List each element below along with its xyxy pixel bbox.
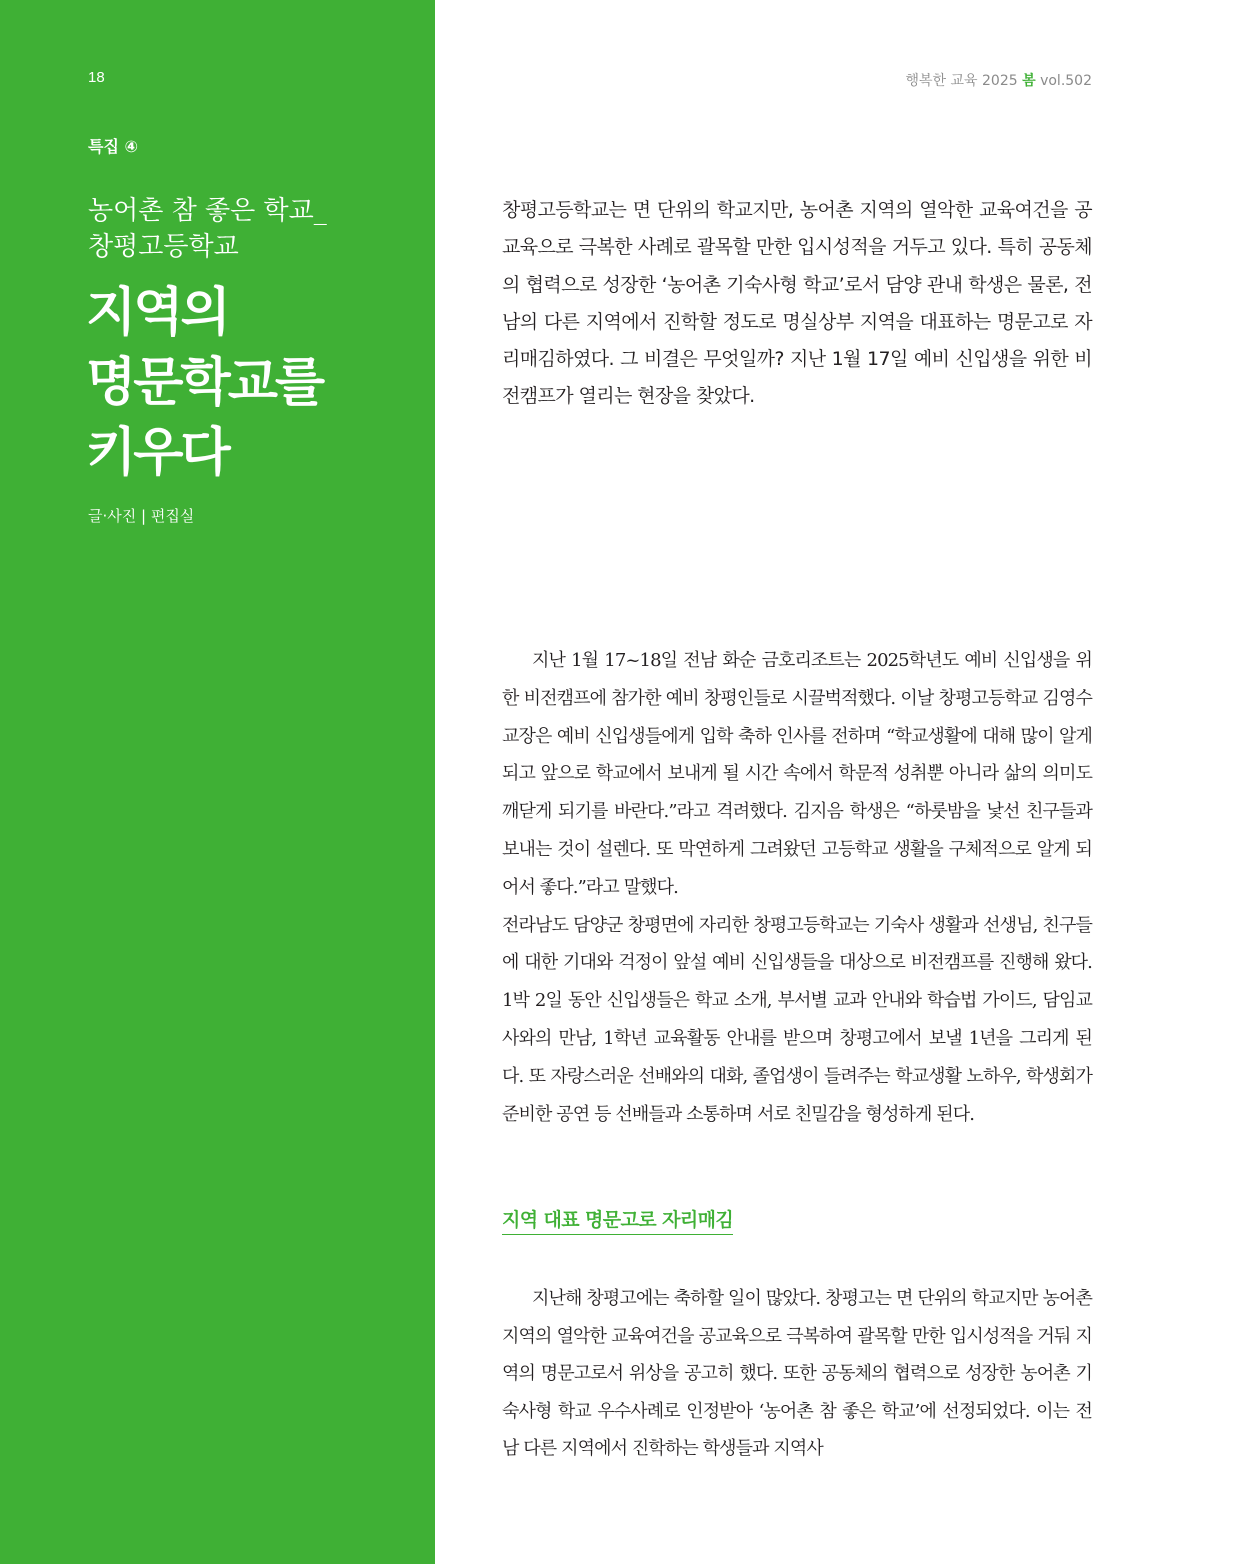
running-head-season: 봄 <box>1022 73 1036 89</box>
article-title: 지역의 명문학교를 키우다 <box>86 283 323 483</box>
running-head-prefix: 행복한 교육 2025 <box>905 73 1023 89</box>
article-body-2 <box>502 1280 1092 1468</box>
section-heading: 지역 대표 명문고로 자리매김 <box>502 1205 733 1235</box>
body-paragraph: 전라남도 담양군 창평면에 자리한 창평고등학교는 기숙사 생활과 선생님, 친구들에 대한 기대와 걱정이 앞설 예비 신입생들을 대상으로 비전캠프를 진행해 왔다. 1박 2일 동안 신입생들은 학교 소개, 부서별 교과 안내와 학습법 가이드, 담임교사와의 만남, 1학년 교육활동 안내를 받으며 창평고에서 보낼 1년을 그리게 된다. 또 자랑스러운 선배와의 대화, 졸업생이 들려주는 학교생활 노하우, 학생회가 준비한 공연 등 선배들과 소통하며 서로 친밀감을 형성하게 된다. <box>502 914 1092 1125</box>
byline: 글·사진 | 편집실 <box>88 507 195 525</box>
running-head <box>905 70 1092 90</box>
article-lead: 창평고등학교는 면 단위의 학교지만, 농어촌 지역의 열악한 교육여건을 공교육으로 극복한 사례로 괄목할 만한 입시성적을 거두고 있다. 특히 공동체의 협력으로 성장한 ‘농어촌 기숙사형 학교’로서 담양 관내 학생은 물론, 전남의 다른 지역에서 진학할 정도로 명실상부 지역을 대표하는 명문고로 자리매김하였다. 그 비결은 무엇일까? 지난 1월 17일 예비 신입생을 위한 비전캠프가 열리는 현장을 찾았다. <box>502 199 1092 408</box>
article-body-1 <box>502 642 1092 1133</box>
section-tag: 특집 ④ <box>88 137 139 156</box>
article-subtitle: 농어촌 참 좋은 학교_ 창평고등학교 <box>88 196 327 262</box>
running-head-volume: vol.502 <box>1035 73 1092 89</box>
body-paragraph: 지난해 창평고에는 축하할 일이 많았다. 창평고는 면 단위의 학교지만 농어촌 지역의 열악한 교육여건을 공교육으로 극복하여 괄목할 만한 입시성적을 거둬 지역의 명문고로서 위상을 공고히 했다. 또한 공동체의 협력으로 성장한 농어촌 기숙사형 학교 우수사례로 인정받아 ‘농어촌 참 좋은 학교’에 선정되었다. 이는 전남 다른 지역에서 진학하는 학생들과 지역사 <box>502 1288 1092 1459</box>
page-number: 18 <box>88 69 105 86</box>
body-paragraph: 지난 1월 17~18일 전남 화순 금호리조트는 2025학년도 예비 신입생을 위한 비전캠프에 참가한 예비 창평인들로 시끌벅적했다. 이날 창평고등학교 김영수 교장은 예비 신입생들에게 입학 축하 인사를 전하며 “학교생활에 대해 많이 알게 되고 앞으로 학교에서 보내게 될 시간 속에서 학문적 성취뿐 아니라 삶의 의미도 깨닫게 되기를 바란다.”라고 격려했다. 김지음 학생은 “하룻밤을 낯선 친구들과 보내는 것이 설렌다. 또 막연하게 그려왔던 고등학교 생활을 구체적으로 알게 되어서 좋다.”라고 말했다. <box>502 650 1092 898</box>
sidebar-panel <box>0 0 435 1564</box>
